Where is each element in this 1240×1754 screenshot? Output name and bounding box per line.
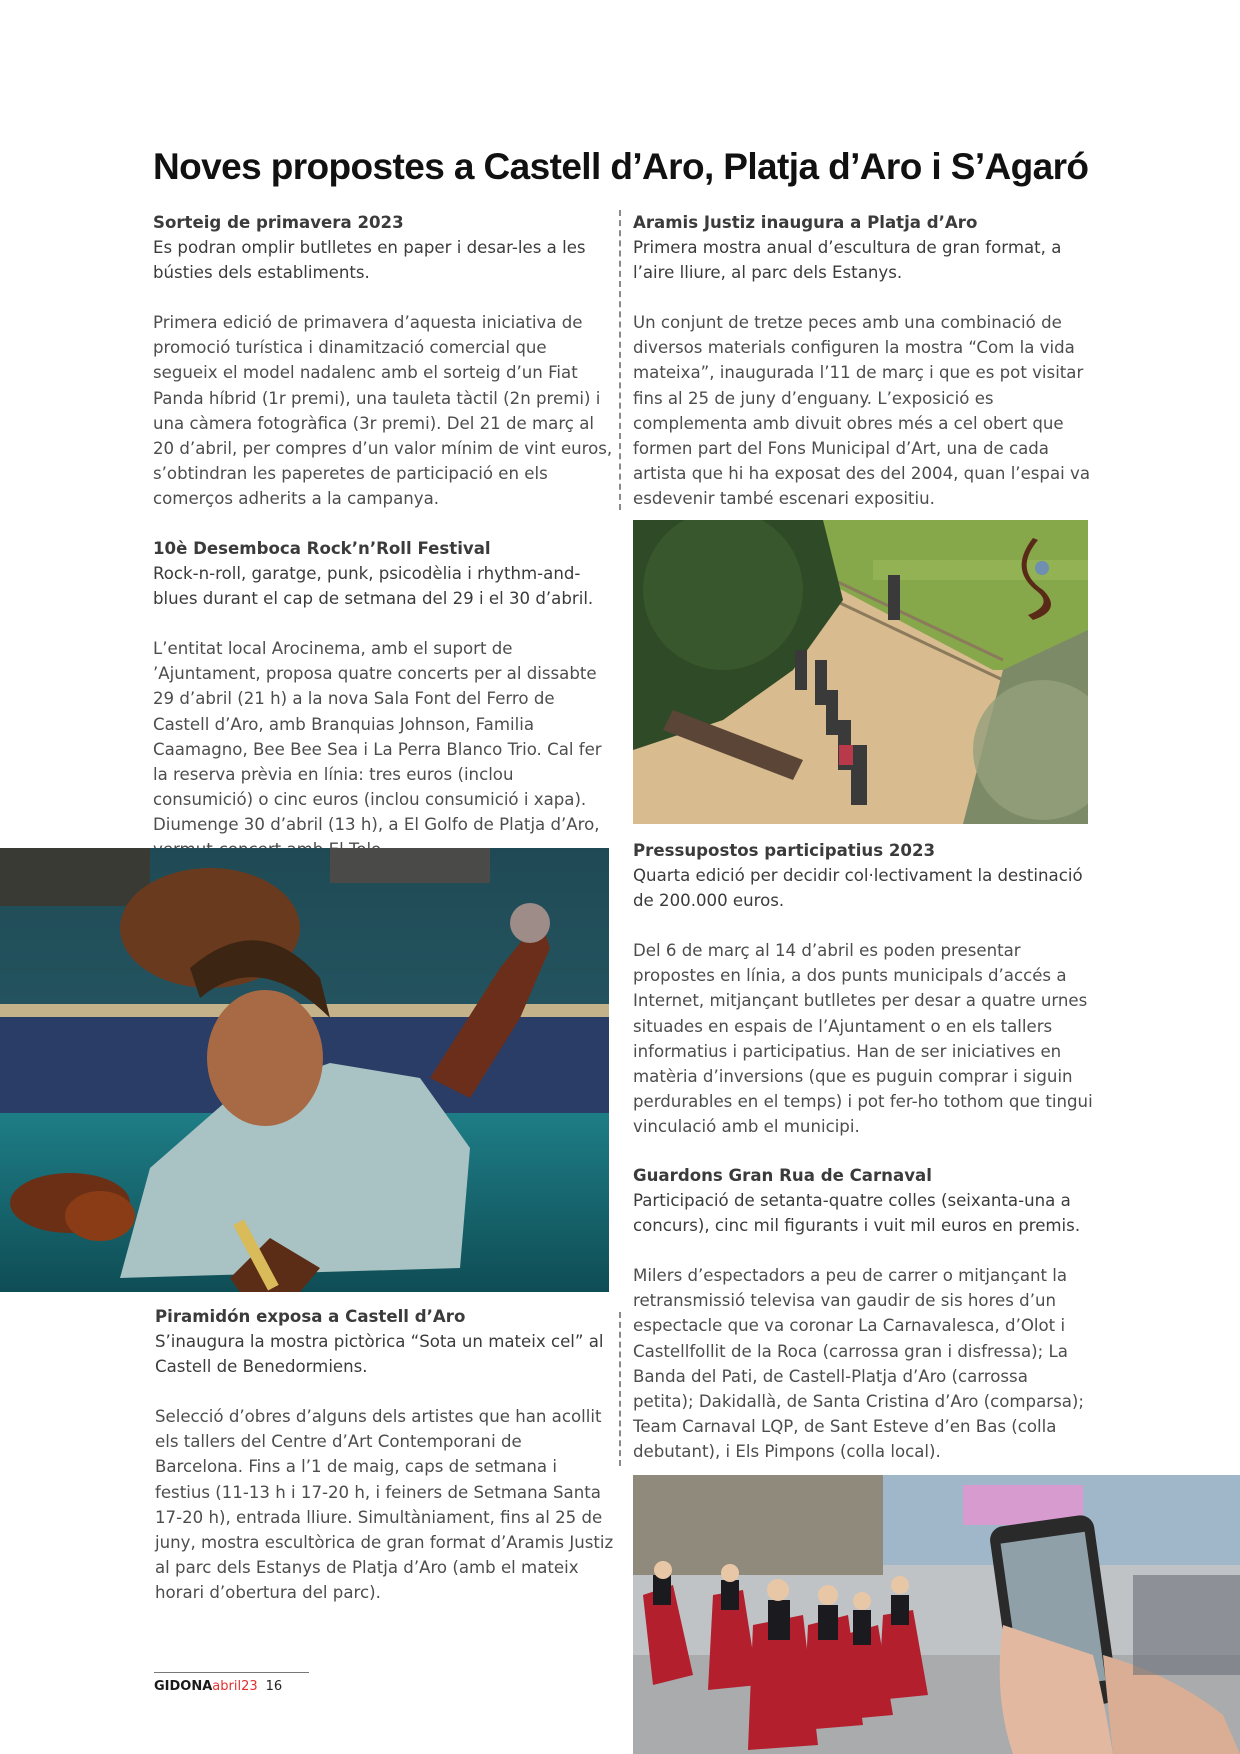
article-body: Selecció d’obres d’alguns dels artistes que han acollit els tallers del Centre d’Art Contemporani de Barcelona. Fins a l’1 de maig, caps de setmana i festius (11-13 h i 17-20 h, i feiners de Setmana Santa 17-20 h), entrada lliure. Simultàniament, fins al 25 de juny, mostra escultòrica de gran format d’Aramis Justiz al parc dels Estanys de Platja d’Aro (amb el mateix horari d’obertura del parc). [155, 1407, 614, 1602]
article-body: Del 6 de març al 14 d’abril es poden presentar propostes en línia, a dos punts municipals d’accés a Internet, mitjançant butlletes per desar a quatre urnes situades en espais de l’Ajuntament o en els tallers informatius i participatius. Han de ser iniciatives en matèria d’inversions (que es puguin comprar i siguin perdurables en el temps) i pot fer-ho tothom que tingui vinculació amb el municipi. [633, 941, 1093, 1136]
singer-photo [0, 848, 609, 1292]
page-title: Noves propostes a Castell d’Aro, Platja d’Aro i S’Agaró [153, 146, 1089, 187]
article-lead: Rock-n-roll, garatge, punk, psicodèlia i rhythm-and-blues durant el cap de setmana del 29 i el 30 d’abril. [153, 564, 594, 609]
singer-on-pool-table-image [0, 848, 609, 1292]
article-lead: Quarta edició per decidir col·lectivament la destinació de 200.000 euros. [633, 866, 1083, 911]
carnival-photo [633, 1475, 1240, 1754]
article-pressupostos [633, 838, 1093, 1139]
article-lead: Participació de setanta-quatre colles (seixanta-una a concurs), cinc mil figurants i vuit mil euros en premis. [633, 1191, 1081, 1236]
article-desemboca [153, 536, 613, 862]
column-divider-top [619, 210, 621, 510]
article-piramidon [155, 1304, 615, 1605]
article-sorteig [153, 210, 613, 511]
column-divider-bottom [619, 1312, 621, 1466]
footer-brand: GIDONA [154, 1679, 213, 1694]
article-lead: S’inaugura la mostra pictòrica “Sota un mateix cel” al Castell de Benedormiens. [155, 1332, 604, 1377]
article-heading: 10è Desemboca Rock’n’Roll Festival [153, 539, 491, 558]
footer-rule [154, 1672, 309, 1673]
article-carnaval [633, 1163, 1093, 1464]
park-sculpture-visitors-image [633, 520, 1088, 824]
footer-issue: abril23 [212, 1679, 258, 1694]
article-heading: Guardons Gran Rua de Carnaval [633, 1166, 932, 1185]
article-body: Primera edició de primavera d’aquesta iniciativa de promoció turística i dinamització comercial que segueix el model nadalenc amb el sorteig d’un Fiat Panda híbrid (1r premi), una tauleta tàctil (2n premi) i una càmera fotogràfica (3r premi). Del 21 de març al 20 d’abril, per compres d’un valor mínim de vint euros, s’obtindran les paperetes de participació en els comerços adherits a la campanya. [153, 313, 613, 508]
article-heading: Sorteig de primavera 2023 [153, 213, 404, 232]
article-body: Milers d’espectadors a peu de carrer o mitjançant la retransmissió televisa van gaudir de sis hores d’un espectacle que va coronar La Carnavalesca, d’Olot i Castellfollit de la Roca (carrossa gran i disfressa); La Banda del Pati, de Castell-Platja d’Aro (carrossa petita); Dakidallà, de Santa Cristina d’Aro (comparsa); Team Carnaval LQP, de Sant Esteve d’en Bas (colla debutant), i Els Pimpons (colla local). [633, 1266, 1084, 1461]
article-lead: Es podran omplir butlletes en paper i desar-les a les bústies dels establiments. [153, 238, 586, 283]
park-photo [633, 520, 1088, 824]
article-body: L’entitat local Arocinema, amb el suport de ’Ajuntament, proposa quatre concerts per al dissabte 29 d’abril (21 h) a la nova Sala Font del Ferro de Castell d’Aro, amb Branquias Johnson, Familia Caamagno, Bee Bee Sea i La Perra Blanco Trio. Cal fer la reserva prèvia en línia: tres euros (inclou consumició) o cinc euros (inclou consumició i xapa). Diumenge 30 d’abril (13 h), a El Golfo de Platja d’Aro, [153, 639, 602, 834]
article-heading: Pressupostos participatius 2023 [633, 841, 936, 860]
page-number: 16 [265, 1679, 283, 1694]
article-body: Un conjunt de tretze peces amb una combinació de diversos materials configuren la mostra “Com la vida mateixa”, inaugurada l’11 de març i que es pot visitar fins al 25 de juny d’enguany. L’exposició es complementa amb divuit obres més a cel obert que formen part del Fons Municipal d’Art, una de cada artista que hi ha exposat des del 2004, quan l’espai va esdevenir també escenari expositiu. [633, 313, 1091, 508]
article-heading: Aramis Justiz inaugura a Platja d’Aro [633, 213, 978, 232]
article-lead: Primera mostra anual d’escultura de gran format, a l’aire lliure, al parc dels Estanys. [633, 238, 1062, 283]
page-footer [154, 1679, 282, 1694]
carnival-parade-phone-image [633, 1475, 1240, 1754]
article-heading: Piramidón exposa a Castell d’Aro [155, 1307, 466, 1326]
article-aramis [633, 210, 1093, 511]
